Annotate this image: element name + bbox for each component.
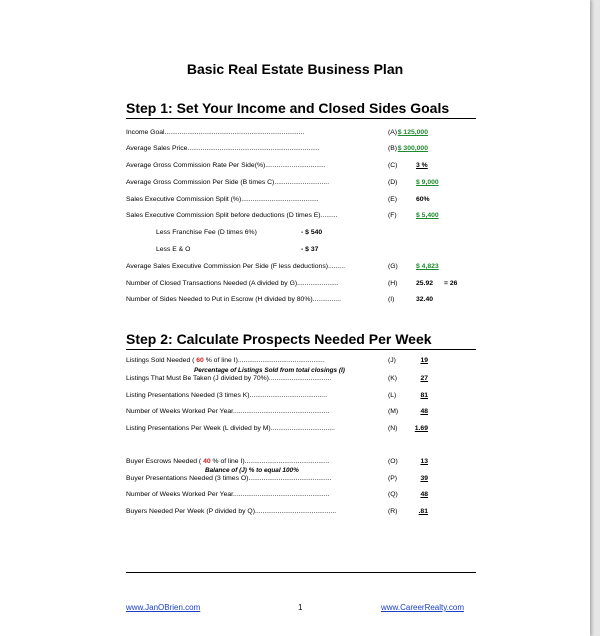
row-value: 32.40 [416,296,434,303]
row-label: Average Gross Commission Rate Per Side(%)................................ [126,162,326,169]
footer-divider [126,572,476,573]
label-prefix: Listings Sold Needed ( [126,357,197,364]
row-label: Average Sales Executive Commission Per Side (F less deductions)......... [126,263,345,270]
row-label: Buyers Needed Per Week (P divided by Q)........................................... [126,508,337,515]
row-value: $ 125,000 [397,129,428,136]
row-label: Buyer Presentations Needed (3 times O)............................................ [126,475,332,482]
row-label: Number of Weeks Worked Per Year................................................... [126,408,330,415]
row-commission-split-pct [126,196,476,207]
row-avg-commission-rate [126,162,476,173]
row-value: $ 4,823 [416,263,439,270]
label-suffix: % of line I)............................................. [210,458,330,465]
row-value: $ 300,000 [397,145,428,152]
row-value: 25.92 [416,280,434,287]
row-label: Listing Presentations Per Week (L divided by M).................................. [126,425,335,432]
row-sides-to-escrow [126,296,476,307]
row-code: (R) [388,508,398,515]
row-avg-sales-price [126,145,476,156]
row-value: 81 [420,392,428,399]
row-value: 1.69 [414,425,428,432]
label-suffix: % of line I).............................................. [203,357,325,364]
percent-value: 60 [196,357,204,364]
row-value: $ 5,400 [416,212,439,219]
row-split-before-deductions [126,212,476,223]
row-code: (M) [388,408,399,415]
row-label: Average Gross Commission Per Side (B times C)............................. [126,179,330,186]
row-presentations-per-week [126,425,476,436]
label-prefix: Buyer Escrows Needed ( [126,458,204,465]
footer-right-link[interactable]: www.CareerRealty.com [381,603,464,612]
row-value: - $ 540 [301,229,323,236]
row-label: Number of Weeks Worked Per Year................................................... [126,491,330,498]
listings-note: Percentage of Listings Sold from total closings (I) [194,367,345,374]
row-code: (K) [388,375,398,382]
row-label: Listing Presentations Needed (3 times K)......................................... [126,392,327,399]
row-value: 3 % [416,162,428,169]
row-label [126,357,325,364]
step1-heading: Step 1: Set Your Income and Closed Sides Goals [126,100,476,119]
row-value: 48 [420,491,428,498]
row-code: (O) [388,458,398,465]
row-value: 13 [420,458,428,465]
row-label: Sales Executive Commission Split (%)......................................... [126,196,319,203]
row-label [126,458,330,465]
row-value: 39 [420,475,428,482]
row-label: Less Franchise Fee (D times 6%) [156,229,257,236]
row-listing-presentations [126,392,476,403]
row-buyer-presentations [126,475,476,486]
row-code: (D) [388,179,398,186]
row-avg-commission-per-side [126,179,476,190]
row-less-franchise-fee [126,229,476,240]
row-closed-transactions [126,280,476,291]
row-less-eo [126,246,476,257]
row-label: Average Sales Price...................................................................... [126,145,320,152]
row-code: (H) [388,280,398,287]
row-label: Number of Closed Transactions Needed (A divided by G)...................... [126,280,339,287]
row-code: (L) [388,392,397,399]
step2-heading: Step 2: Calculate Prospects Needed Per Week [126,331,476,350]
footer-left-link[interactable]: www.JanOBrien.com [126,603,201,612]
row-label: Income Goal.......................................................................... [126,129,305,136]
row-code: (B) [388,145,398,152]
row-code: (A) [388,129,398,136]
row-value: .81 [418,508,428,515]
row-label: Listings That Must Be Taken (J divided by 70%)................................. [126,375,332,382]
row-code: (F) [388,212,397,219]
row-value: 60% [416,196,430,203]
row-value: - $ 37 [301,246,319,253]
row-listings-taken [126,375,476,386]
buyer-note: Balance of (J) % to equal 100% [205,467,299,474]
percent-value: 40 [203,458,211,465]
row-buyers-per-week [126,508,476,519]
row-weeks-worked-2 [126,491,476,502]
row-label: Sales Executive Commission Split before deductions (D times E)......... [126,212,338,219]
row-rounded-value: = 26 [444,280,458,287]
row-code: (C) [388,162,398,169]
row-value: 48 [420,408,428,415]
row-value: $ 9,000 [416,179,439,186]
row-code: (J) [388,357,396,364]
row-weeks-worked-1 [126,408,476,419]
page-number: 1 [298,603,303,612]
row-code: (N) [388,425,398,432]
row-label: Number of Sides Needed to Put in Escrow (H divided by 80%)............... [126,296,341,303]
row-label: Less E & O [156,246,191,253]
row-value: 27 [420,375,428,382]
row-value: 19 [420,357,428,364]
row-code: (G) [388,263,398,270]
row-code: (E) [388,196,398,203]
row-code: (P) [388,475,398,482]
row-income-goal [126,129,476,140]
row-code: (I) [388,296,395,303]
row-code: (Q) [388,491,398,498]
row-avg-commission-less-deductions [126,263,476,274]
page-title: Basic Real Estate Business Plan [186,61,404,77]
